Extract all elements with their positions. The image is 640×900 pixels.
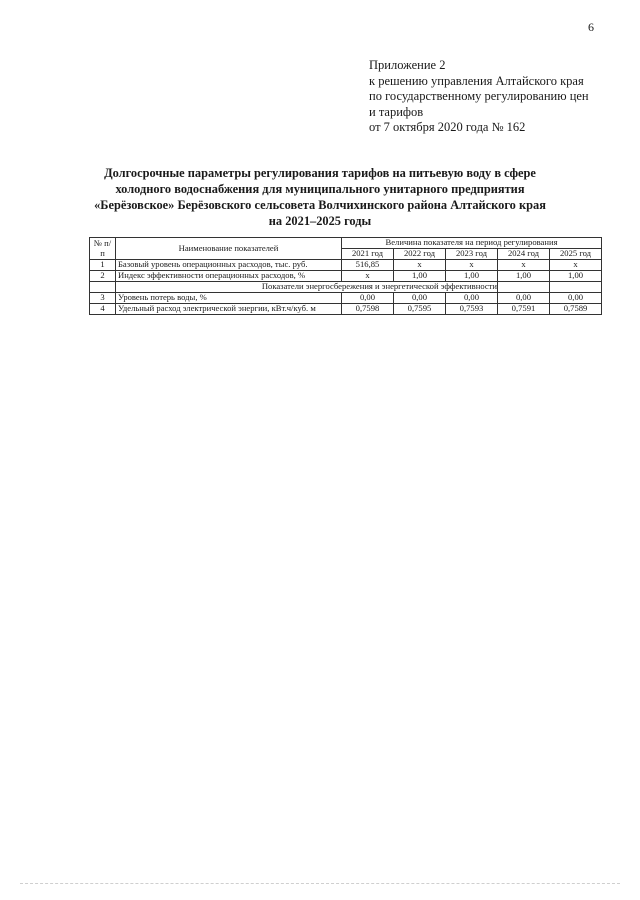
row-value: 0,00 xyxy=(550,293,602,304)
title-line: «Берёзовское» Берёзовского сельсовета Волчихинского района Алтайского края xyxy=(94,198,546,212)
annex-line: от 7 октября 2020 года № 162 xyxy=(369,120,526,135)
row-value: 0,7591 xyxy=(498,304,550,315)
annex-line: к решению управления Алтайского края xyxy=(369,73,584,88)
row-value: 0,7598 xyxy=(342,304,394,315)
header-num: № п/п xyxy=(90,238,116,260)
section-spacer xyxy=(550,282,602,293)
row-value: x xyxy=(550,260,602,271)
row-value: 0,00 xyxy=(342,293,394,304)
table-row xyxy=(90,271,602,282)
row-num: 3 xyxy=(90,293,116,304)
row-value: x xyxy=(446,260,498,271)
row-value: 0,00 xyxy=(394,293,446,304)
header-year: 2022 год xyxy=(394,249,446,260)
table-row xyxy=(90,260,602,271)
page-number: 6 xyxy=(588,20,594,34)
row-value: 1,00 xyxy=(446,271,498,282)
row-value: 0,00 xyxy=(498,293,550,304)
row-name: Уровень потерь воды, % xyxy=(116,293,342,304)
row-value: 1,00 xyxy=(394,271,446,282)
table-row xyxy=(90,293,602,304)
row-value: 0,7593 xyxy=(446,304,498,315)
annex-line: по государственному регулированию цен xyxy=(369,89,589,104)
table-row xyxy=(90,304,602,315)
row-value: 516,85 xyxy=(342,260,394,271)
header-year: 2023 год xyxy=(446,249,498,260)
row-name: Индекс эффективности операционных расходов, % xyxy=(116,271,342,282)
annex-line: Приложение 2 xyxy=(369,58,446,72)
table-header-row xyxy=(90,238,602,249)
annex-block xyxy=(369,58,629,136)
row-value: x xyxy=(394,260,446,271)
row-num: 1 xyxy=(90,260,116,271)
row-name: Удельный расход электрической энергии, кВт.ч/куб. м xyxy=(116,304,342,315)
section-title: Показатели энергосбережения и энергетической эффективности xyxy=(116,282,498,293)
row-name: Базовый уровень операционных расходов, тыс. руб. xyxy=(116,260,342,271)
section-spacer xyxy=(498,282,550,293)
title-line: Долгосрочные параметры регулирования тарифов на питьевую воду в сфере xyxy=(104,166,536,180)
bottom-divider xyxy=(20,883,620,884)
header-group: Величина показателя на период регулирования xyxy=(342,238,602,249)
header-year: 2021 год xyxy=(342,249,394,260)
row-value: 1,00 xyxy=(498,271,550,282)
title-line: холодного водоснабжения для муниципального унитарного предприятия xyxy=(115,182,525,196)
annex-line: и тарифов xyxy=(369,104,424,119)
title-line: на 2021–2025 годы xyxy=(268,214,372,228)
row-value: 1,00 xyxy=(550,271,602,282)
table-section-row xyxy=(90,282,602,293)
parameters-table xyxy=(89,237,602,315)
header-name: Наименование показателей xyxy=(116,238,342,260)
row-num: 4 xyxy=(90,304,116,315)
row-value: 0,7595 xyxy=(394,304,446,315)
row-num: 2 xyxy=(90,271,116,282)
section-spacer xyxy=(90,282,116,293)
row-value: 0,7589 xyxy=(550,304,602,315)
row-value: x xyxy=(498,260,550,271)
header-year: 2025 год xyxy=(550,249,602,260)
header-year: 2024 год xyxy=(498,249,550,260)
row-value: 0,00 xyxy=(446,293,498,304)
row-value: x xyxy=(342,271,394,282)
document-title xyxy=(90,165,550,229)
